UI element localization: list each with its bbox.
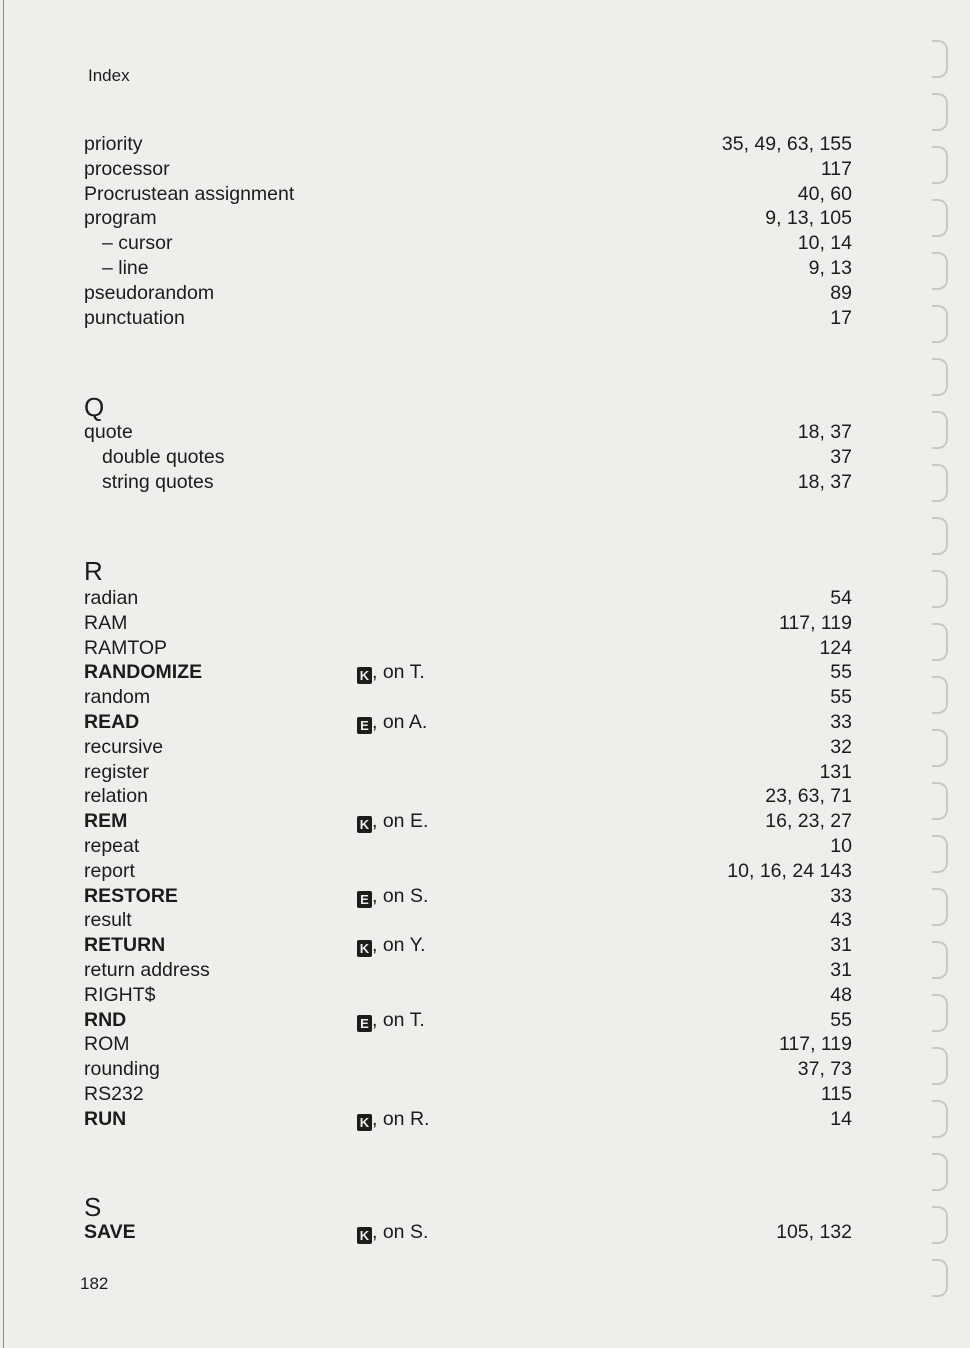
entry-term: – line <box>102 257 149 279</box>
index-entry <box>0 809 970 834</box>
entry-pages: 117, 119 <box>778 1033 852 1056</box>
entry-pages: 131 <box>819 760 852 783</box>
entry-pages: 117, 119 <box>778 611 852 634</box>
keystroke-text: , on T. <box>372 1008 425 1031</box>
index-entry <box>0 132 970 157</box>
keystroke-text: , on R. <box>372 1107 430 1130</box>
entry-term: RANDOMIZE <box>84 661 203 684</box>
entry-pages: 9, 13, 105 <box>765 207 852 230</box>
entry-term: repeat <box>84 835 140 857</box>
entry-term: punctuation <box>84 306 185 329</box>
entry-pages: 55 <box>830 1008 852 1031</box>
entry-pages: 10, 14 <box>797 232 852 255</box>
index-entry <box>0 445 970 470</box>
entry-term: processor <box>84 157 170 180</box>
index-entry <box>0 884 970 909</box>
index-entry <box>0 834 970 859</box>
entry-pages: 18, 37 <box>797 421 852 443</box>
k-mode-key-icon: K <box>357 816 372 833</box>
index-entry <box>0 586 970 611</box>
entry-term: READ <box>84 711 140 733</box>
entry-term: RND <box>84 1008 127 1031</box>
index-entry <box>0 958 970 983</box>
page-number: 182 <box>80 1274 109 1293</box>
entry-term: – cursor <box>102 232 173 255</box>
entry-term: priority <box>84 133 143 155</box>
binder-hole <box>932 358 948 396</box>
entry-term: RAM <box>84 611 128 634</box>
entry-term: RUN <box>84 1107 127 1130</box>
section-letter: S <box>84 1192 102 1222</box>
entry-pages: 31 <box>830 934 852 957</box>
k-mode-key-icon: K <box>357 1114 372 1131</box>
index-entry <box>0 157 970 182</box>
entry-pages: 16, 23, 27 <box>765 810 852 833</box>
index-entry <box>0 1220 970 1245</box>
index-entry <box>0 470 970 495</box>
entry-pages: 10, 16, 24 143 <box>727 859 852 882</box>
index-entry <box>0 281 970 306</box>
entry-term: return address <box>84 959 210 981</box>
index-entry <box>0 859 970 884</box>
index-entry <box>0 983 970 1008</box>
index-entry <box>0 231 970 256</box>
index-entry <box>0 1107 970 1132</box>
index-entry <box>0 685 970 710</box>
entry-pages: 33 <box>830 884 852 907</box>
index-entry <box>0 1082 970 1107</box>
entry-term: double quotes <box>102 445 225 468</box>
entry-pages: 31 <box>830 959 852 981</box>
entry-pages: 35, 49, 63, 155 <box>721 133 852 155</box>
entry-pages: 10 <box>830 835 852 857</box>
keystroke-text: , on T. <box>372 661 425 684</box>
keystroke-text: , on E. <box>372 810 429 833</box>
index-entry <box>0 306 970 331</box>
index-entry <box>0 1032 970 1057</box>
keystroke <box>357 809 428 834</box>
keystroke <box>357 884 428 909</box>
entry-pages: 43 <box>830 909 852 932</box>
binder-hole <box>932 517 948 555</box>
keystroke <box>357 1107 429 1132</box>
keystroke <box>357 660 425 685</box>
entry-term: RESTORE <box>84 884 178 907</box>
entry-term: ROM <box>84 1033 130 1056</box>
entry-term: RETURN <box>84 934 166 957</box>
index-entry <box>0 206 970 231</box>
index-entry <box>0 735 970 760</box>
entry-term: relation <box>84 785 148 808</box>
entry-term: register <box>84 760 150 783</box>
entry-pages: 117 <box>820 157 852 180</box>
entry-pages: 40, 60 <box>797 182 852 205</box>
entry-pages: 105, 132 <box>776 1221 852 1243</box>
entry-pages: 54 <box>830 587 852 609</box>
entry-term: program <box>84 207 157 230</box>
index-entry <box>0 611 970 636</box>
binder-hole <box>932 93 948 131</box>
entry-term: string quotes <box>102 470 214 493</box>
keystroke <box>357 710 427 735</box>
entry-pages: 48 <box>830 983 852 1006</box>
index-entry <box>0 1008 970 1033</box>
index-entry <box>0 660 970 685</box>
keystroke-text: , on S. <box>372 884 429 907</box>
section-letter: Q <box>84 392 105 422</box>
entry-pages: 17 <box>830 306 852 329</box>
index-entry <box>0 760 970 785</box>
k-mode-key-icon: K <box>357 1227 372 1244</box>
entry-pages: 33 <box>830 711 852 733</box>
keystroke-text: , on A. <box>372 711 428 733</box>
keystroke <box>357 1220 428 1245</box>
entry-pages: 124 <box>819 636 852 659</box>
entry-term: SAVE <box>84 1221 136 1243</box>
entry-term: rounding <box>84 1058 160 1081</box>
entry-pages: 115 <box>820 1083 852 1105</box>
index-entry <box>0 908 970 933</box>
entry-term: Procrustean assignment <box>84 182 295 205</box>
entry-term: RS232 <box>84 1083 144 1105</box>
entry-pages: 23, 63, 71 <box>765 785 852 808</box>
entry-term: recursive <box>84 735 164 758</box>
entry-term: report <box>84 859 135 882</box>
k-mode-key-icon: K <box>357 667 372 684</box>
binder-hole <box>932 1153 948 1191</box>
entry-term: RIGHT$ <box>84 983 156 1006</box>
e-mode-key-icon: E <box>357 717 372 734</box>
entry-pages: 14 <box>830 1107 852 1130</box>
k-mode-key-icon: K <box>357 940 372 957</box>
entry-term: radian <box>84 587 139 609</box>
e-mode-key-icon: E <box>357 891 372 908</box>
entry-term: random <box>84 686 151 709</box>
entry-term: REM <box>84 810 128 833</box>
index-entry <box>0 256 970 281</box>
binder-hole <box>932 1259 948 1297</box>
entry-term: pseudorandom <box>84 281 215 304</box>
index-entry <box>0 1057 970 1082</box>
running-head: Index <box>88 66 130 85</box>
index-entry <box>0 420 970 445</box>
entry-pages: 18, 37 <box>797 470 852 493</box>
index-entry <box>0 710 970 735</box>
section-letter: R <box>84 556 103 586</box>
keystroke <box>357 1008 425 1033</box>
e-mode-key-icon: E <box>357 1015 372 1032</box>
entry-pages: 37 <box>830 445 852 468</box>
index-entry <box>0 784 970 809</box>
entry-pages: 55 <box>830 661 852 684</box>
entry-pages: 55 <box>830 686 852 709</box>
entry-term: RAMTOP <box>84 636 168 659</box>
index-entry <box>0 182 970 207</box>
entry-term: result <box>84 909 132 932</box>
index-entry <box>0 933 970 958</box>
entry-pages: 37, 73 <box>797 1058 852 1081</box>
index-entry <box>0 636 970 661</box>
keystroke <box>357 933 426 958</box>
entry-pages: 32 <box>830 735 852 758</box>
entry-pages: 89 <box>830 281 852 304</box>
keystroke-text: , on S. <box>372 1221 429 1243</box>
binder-hole <box>932 40 948 78</box>
keystroke-text: , on Y. <box>372 934 426 957</box>
entry-pages: 9, 13 <box>808 257 852 279</box>
entry-term: quote <box>84 421 133 443</box>
